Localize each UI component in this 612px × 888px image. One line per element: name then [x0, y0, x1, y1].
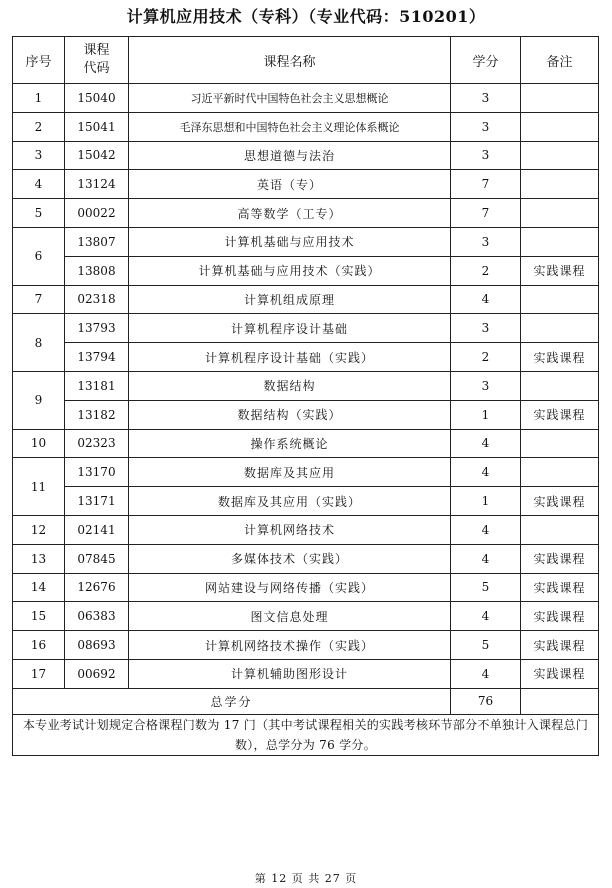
row-seq: 8: [13, 314, 65, 372]
table-row: [13, 256, 599, 285]
row-credit: 3: [451, 314, 521, 343]
course-plan-table: [12, 36, 599, 756]
table-row: [13, 515, 599, 544]
row-credit: 5: [451, 631, 521, 660]
row-course-name: 计算机基础与应用技术: [129, 227, 451, 256]
row-credit: 2: [451, 256, 521, 285]
row-note: 实践课程: [521, 544, 599, 573]
row-course-code: 13124: [65, 170, 129, 199]
row-note: 实践课程: [521, 573, 599, 602]
row-note: [521, 141, 599, 170]
row-seq: 3: [13, 141, 65, 170]
row-course-code: 08693: [65, 631, 129, 660]
row-course-name: 计算机组成原理: [129, 285, 451, 314]
row-course-code: 15042: [65, 141, 129, 170]
table-row: [13, 285, 599, 314]
footnote-cell: [13, 714, 599, 755]
total-credits-value: 76: [451, 688, 521, 714]
row-note: [521, 429, 599, 458]
header-course-name: 课程名称: [129, 37, 451, 84]
row-seq: 1: [13, 84, 65, 113]
row-course-code: 06383: [65, 602, 129, 631]
row-note: [521, 199, 599, 228]
row-credit: 4: [451, 659, 521, 688]
row-course-name: 计算机网络技术操作（实践）: [129, 631, 451, 660]
row-credit: 4: [451, 429, 521, 458]
row-credit: 3: [451, 112, 521, 141]
row-credit: 2: [451, 343, 521, 372]
row-seq: 14: [13, 573, 65, 602]
row-note: 实践课程: [521, 256, 599, 285]
table-row: [13, 573, 599, 602]
row-credit: 1: [451, 400, 521, 429]
row-credit: 3: [451, 84, 521, 113]
row-course-code: 13181: [65, 371, 129, 400]
row-course-name: 计算机网络技术: [129, 515, 451, 544]
row-credit: 7: [451, 170, 521, 199]
row-note: 实践课程: [521, 487, 599, 516]
row-seq: 2: [13, 112, 65, 141]
table-header-row: [13, 37, 599, 84]
row-course-name: 思想道德与法治: [129, 141, 451, 170]
total-note-empty: [521, 688, 599, 714]
row-note: 实践课程: [521, 631, 599, 660]
row-note: [521, 458, 599, 487]
row-course-code: 12676: [65, 573, 129, 602]
table-body: [13, 84, 599, 689]
row-course-name: 英语（专）: [129, 170, 451, 199]
row-course-name: 数据库及其应用（实践）: [129, 487, 451, 516]
table-row: [13, 227, 599, 256]
row-course-code: 13794: [65, 343, 129, 372]
row-note: [521, 170, 599, 199]
header-course-code: [65, 37, 129, 84]
row-seq: 16: [13, 631, 65, 660]
header-seq: 序号: [13, 37, 65, 84]
row-seq: 10: [13, 429, 65, 458]
row-seq: 4: [13, 170, 65, 199]
row-course-name: 数据结构（实践）: [129, 400, 451, 429]
row-note: [521, 371, 599, 400]
row-seq: 9: [13, 371, 65, 429]
row-course-name: 操作系统概论: [129, 429, 451, 458]
row-seq: 15: [13, 602, 65, 631]
row-seq: 12: [13, 515, 65, 544]
row-course-name: 多媒体技术（实践）: [129, 544, 451, 573]
row-seq: 5: [13, 199, 65, 228]
row-course-name: 计算机基础与应用技术（实践）: [129, 256, 451, 285]
row-seq: 6: [13, 227, 65, 285]
table-row: [13, 631, 599, 660]
table-row: [13, 314, 599, 343]
row-course-code: 13808: [65, 256, 129, 285]
row-course-code: 13171: [65, 487, 129, 516]
row-credit: 4: [451, 285, 521, 314]
row-credit: 7: [451, 199, 521, 228]
table-row: [13, 199, 599, 228]
row-course-name: 高等数学（工专）: [129, 199, 451, 228]
row-course-name: 计算机辅助图形设计: [129, 659, 451, 688]
header-credit: 学分: [451, 37, 521, 84]
header-code-line1: 课程: [83, 43, 110, 58]
row-seq: 7: [13, 285, 65, 314]
row-course-code: 02323: [65, 429, 129, 458]
row-course-code: 02141: [65, 515, 129, 544]
row-credit: 4: [451, 544, 521, 573]
row-course-code: 00692: [65, 659, 129, 688]
row-course-code: 13793: [65, 314, 129, 343]
row-note: [521, 314, 599, 343]
row-credit: 1: [451, 487, 521, 516]
table-row: [13, 602, 599, 631]
row-course-code: 00022: [65, 199, 129, 228]
row-seq: 17: [13, 659, 65, 688]
footnote-row: [13, 714, 599, 755]
row-course-name: 网站建设与网络传播（实践）: [129, 573, 451, 602]
total-credits-label: 总学分: [13, 688, 451, 714]
table-row: [13, 371, 599, 400]
row-credit: 4: [451, 458, 521, 487]
row-note: 实践课程: [521, 400, 599, 429]
row-credit: 3: [451, 371, 521, 400]
row-seq: 13: [13, 544, 65, 573]
table-row: [13, 141, 599, 170]
table-row: [13, 544, 599, 573]
row-course-name: 习近平新时代中国特色社会主义思想概论: [129, 84, 451, 113]
row-course-name: 计算机程序设计基础: [129, 314, 451, 343]
row-course-name: 毛泽东思想和中国特色社会主义理论体系概论: [129, 112, 451, 141]
table-row: [13, 112, 599, 141]
row-course-code: 15041: [65, 112, 129, 141]
row-credit: 4: [451, 602, 521, 631]
page-title: 计算机应用技术（专科）（专业代码：510201）: [126, 7, 486, 26]
header-note: 备注: [521, 37, 599, 84]
row-course-code: 15040: [65, 84, 129, 113]
table-row: [13, 343, 599, 372]
table-row: [13, 659, 599, 688]
table-row: [13, 84, 599, 113]
row-course-name: 数据结构: [129, 371, 451, 400]
total-row: [13, 688, 599, 714]
row-course-code: 13807: [65, 227, 129, 256]
row-note: [521, 227, 599, 256]
table-row: [13, 487, 599, 516]
row-note: [521, 285, 599, 314]
row-note: [521, 84, 599, 113]
table-row: [13, 429, 599, 458]
footnote-text: 本专业考试计划规定合格课程门数为 17 门（其中考试课程相关的实践考核环节部分不单独计入课程总门数），总学分为 76 学分。: [22, 717, 589, 752]
row-seq: 11: [13, 458, 65, 516]
row-course-code: 07845: [65, 544, 129, 573]
row-note: [521, 515, 599, 544]
table-row: [13, 400, 599, 429]
table-row: [13, 170, 599, 199]
row-credit: 4: [451, 515, 521, 544]
row-course-name: 数据库及其应用: [129, 458, 451, 487]
row-credit: 3: [451, 141, 521, 170]
row-note: 实践课程: [521, 343, 599, 372]
header-code-line2: 代码: [83, 61, 110, 76]
row-note: 实践课程: [521, 659, 599, 688]
row-course-name: 图文信息处理: [129, 602, 451, 631]
table-row: [13, 458, 599, 487]
row-course-code: 13182: [65, 400, 129, 429]
row-note: 实践课程: [521, 602, 599, 631]
row-course-code: 02318: [65, 285, 129, 314]
row-note: [521, 112, 599, 141]
row-course-name: 计算机程序设计基础（实践）: [129, 343, 451, 372]
page-number: 第 12 页 共 27 页: [254, 872, 358, 885]
row-credit: 5: [451, 573, 521, 602]
row-credit: 3: [451, 227, 521, 256]
row-course-code: 13170: [65, 458, 129, 487]
